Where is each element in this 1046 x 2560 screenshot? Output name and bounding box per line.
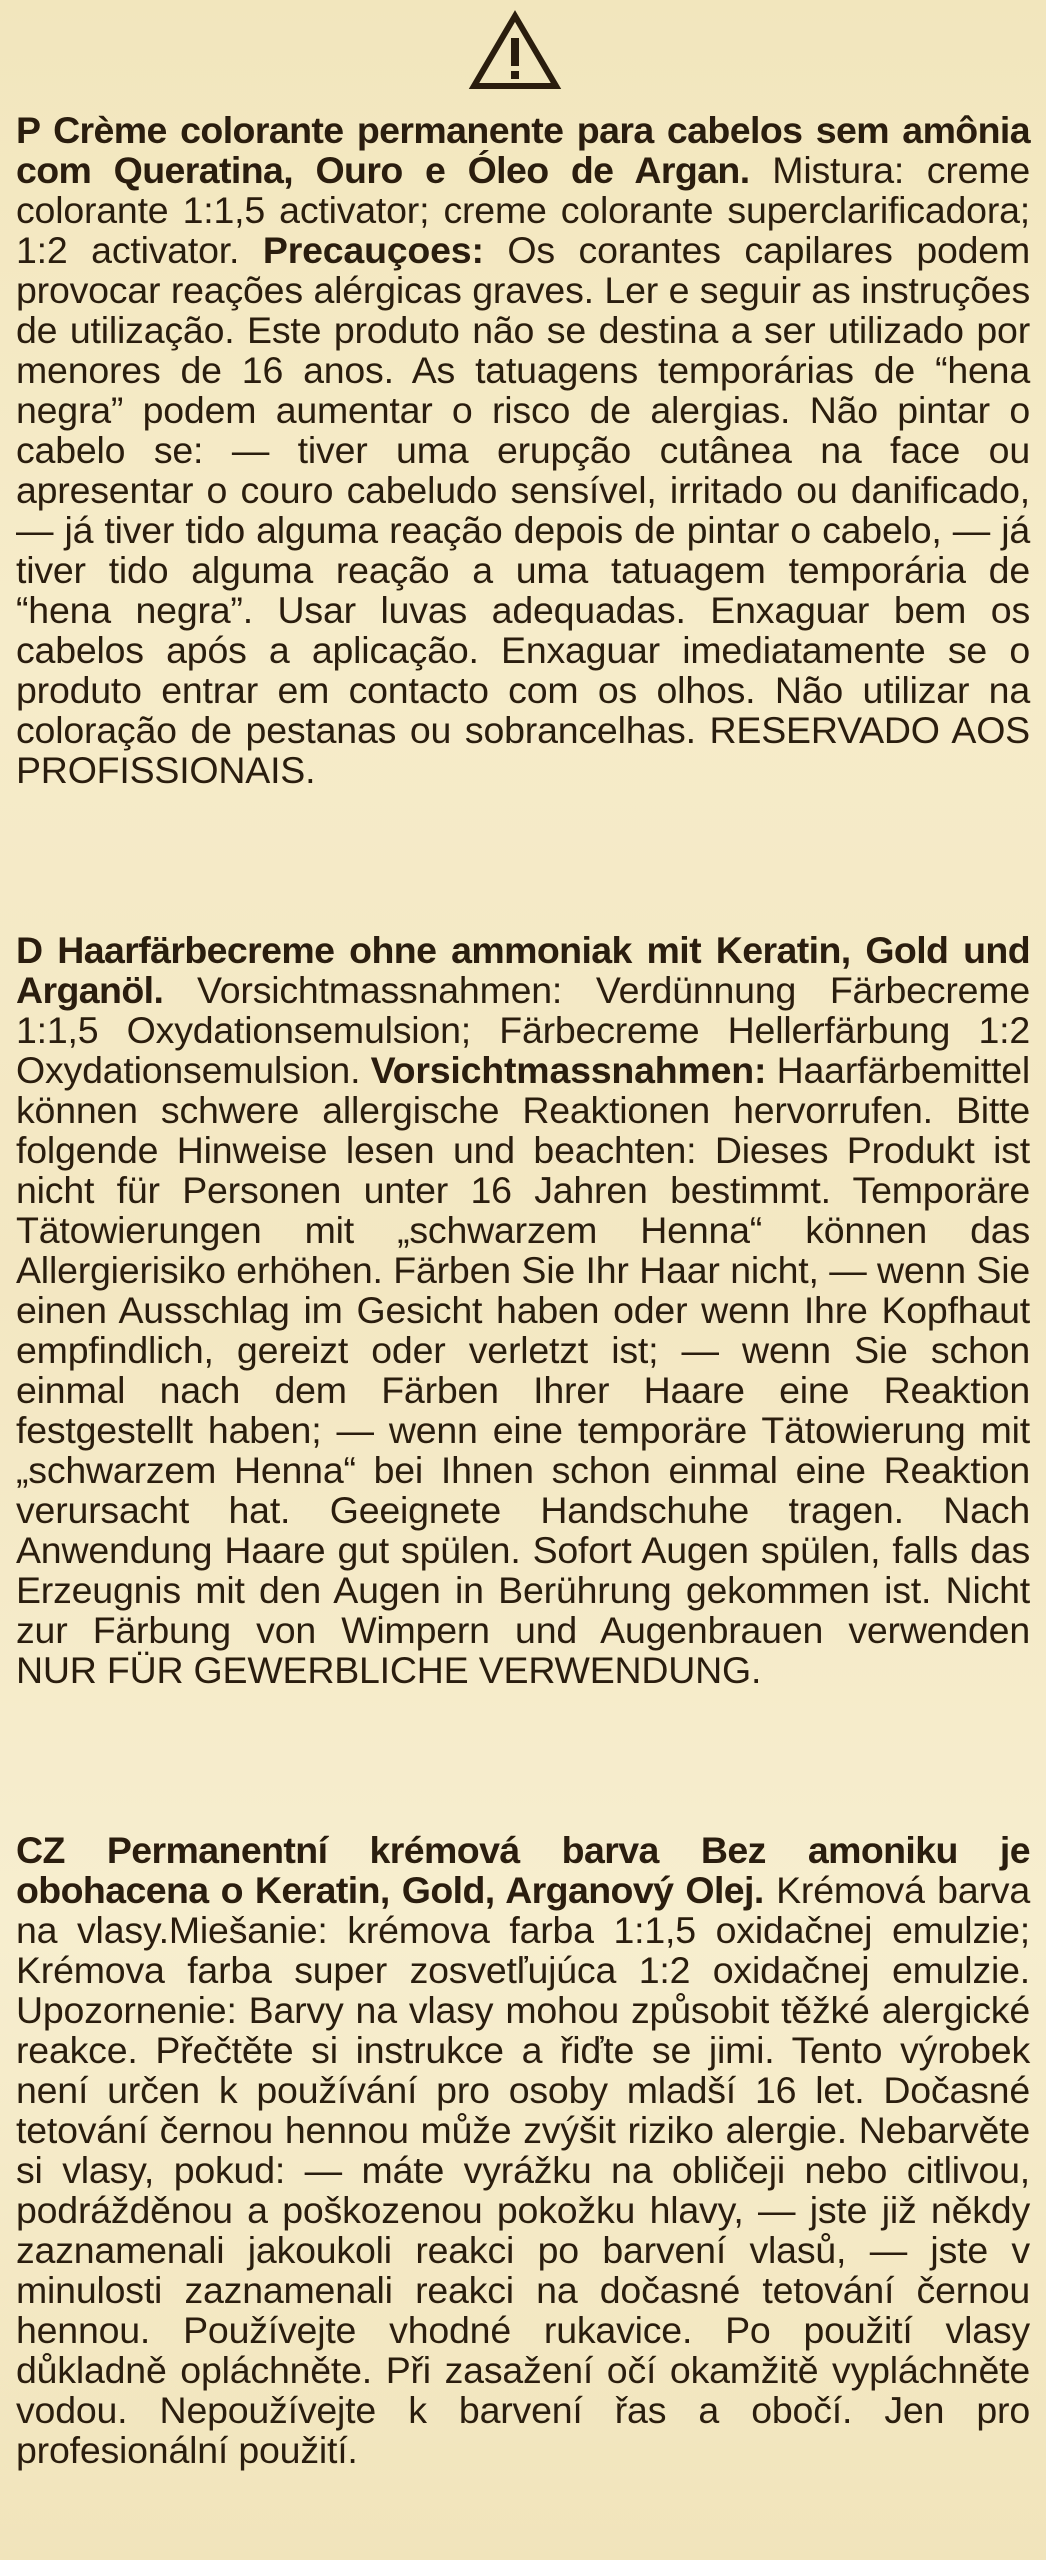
section-keyword: Precauçoes: <box>262 229 484 271</box>
section-heading: D Haarfärbecreme ohne ammoniak mit Keratin, Gold und Arganöl. <box>16 929 1030 1011</box>
portuguese-section <box>16 110 1030 790</box>
section-intro: Krémová barva na vlasy.Miešanie: krémova farba 1:1,5 oxidačnej emulzie; Krémova farba super zosvetľujúca 1:2 oxidačnej emulzie. <box>16 1869 1030 1991</box>
german-section <box>16 930 1030 1690</box>
section-heading: CZ Permanentní krémová barva Bez amoniku je obohacena o Keratin, Gold, Arganový Olej. <box>16 1829 1030 1911</box>
section-body: Os corantes capilares podem provocar reações alérgicas graves. Ler e seguir as instruções de utilização. Este produto não se destina a ser utilizado por menores de 16 anos. As tatuagens temporárias de “hena negra” podem aumentar o risco de alergias. Não pintar o cabelo se: — tiver uma erupção cutânea na face ou apresentar o couro cabeludo sensível, irritado ou danificado, — já tiver tido alguma reação depois de pintar o cabelo, — já tiver tido alguma reação a uma tatuagem temporária de “hena negra”. Usar luvas adequadas. Enxaguar bem os cabelos após a aplicação. Enxaguar imediatamente se o produto entrar em contacto com os olhos. Não utilizar na coloração de pestanas ou sobrancelhas. RESERVADO AOS PROFISSIONAIS. <box>16 229 1030 791</box>
section-intro: Vorsichtmassnahmen: Verdünnung Färbecreme 1:1,5 Oxydationsemulsion; Färbecreme Hellerfärbung 1:2 Oxydationsemulsion. <box>16 969 1030 1091</box>
section-body: Haarfärbemittel können schwere allergische Reaktionen hervorrufen. Bitte folgende Hinweise lesen und beachten: Dieses Produkt ist nicht für Personen unter 16 Jahren bestimmt. Temporäre Tätowierungen mit „schwarzem Henna“ können das Allergierisiko erhöhen. Färben Sie Ihr Haar nicht, — wenn Sie einen Ausschlag im Gesicht haben oder wenn Ihre Kopfhaut empfindlich, gereizt oder verletzt ist; — wenn Sie schon einmal nach dem Färben Ihrer Haare eine Reaktion festgestellt haben; — wenn eine temporäre Tätowierung mit „schwarzem Henna“ bei Ihnen schon einmal eine Reaktion verursacht hat. Geeignete Handschuhe tragen. Nach Anwendung Haare gut spülen. Sofort Augen spülen, falls das Erzeugnis mit den Augen in Berührung gekommen ist. Nicht zur Färbung von Wimpern und Augenbrauen verwenden NUR FÜR GEWERBLICHE VERWENDUNG. <box>16 1049 1030 1691</box>
warning-triangle-icon <box>468 10 562 92</box>
section-keyword: Vorsichtmassnahmen: <box>370 1049 767 1091</box>
section-heading: P Crème colorante permanente para cabelos sem amônia com Queratina, Ouro e Óleo de Argan. <box>16 109 1030 191</box>
section-intro: Mistura: creme colorante 1:1,5 activator; creme colorante superclarificadora; 1:2 activator. <box>16 149 1030 271</box>
section-body: Upozornenie: Barvy na vlasy mohou způsobit těžké alergické reakce. Přečtěte si instrukce a řiďte se jimi. Tento výrobek není určen k používání pro osoby mladší 16 let. Dočasné tetování černou hennou může zvýšit riziko alergie. Nebarvěte si vlasy, pokud: — máte vyrážku na obličeji nebo citlivou, podrážděnou a poškozenou pokožku hlavy, — jste již někdy zaznamenali jakoukoli reakci po barvení vlasů, — jste v minulosti zaznamenali reakci na dočasné tetování černou hennou. Používejte vhodné rukavice. Po použití vlasy důkladně opláchněte. Při zasažení očí okamžitě vypláchněte vodou. Nepoužívejte k barvení řas a obočí. Jen pro profesionální použití. <box>16 1989 1030 2471</box>
czech-section <box>16 1830 1030 2470</box>
